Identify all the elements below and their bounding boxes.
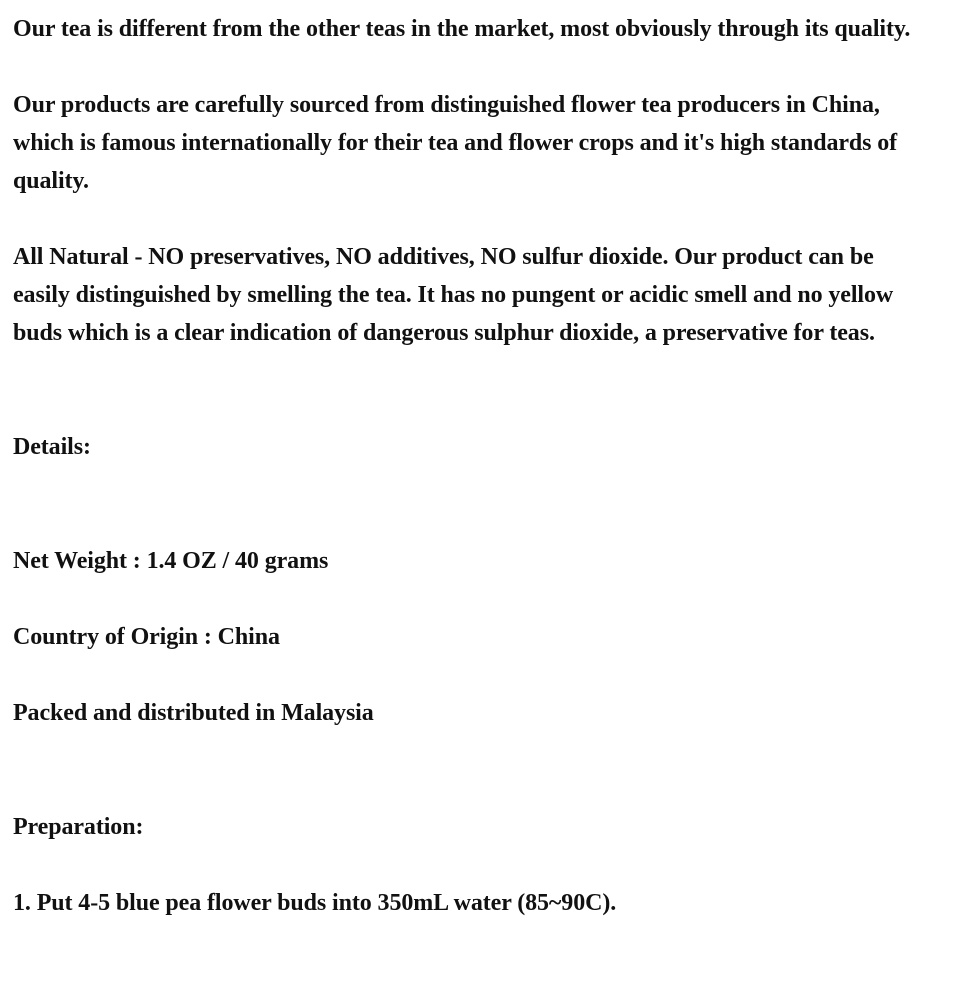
spacer — [13, 352, 913, 428]
spacer — [13, 200, 913, 238]
product-description — [13, 10, 913, 922]
country-of-origin: Country of Origin : China — [13, 624, 280, 650]
spacer — [13, 466, 913, 542]
natural-paragraph: All Natural - NO preservatives, NO additives, NO sulfur dioxide. Our product can be easily distinguished by smelling the tea. It has no pungent or acidic smell and no yellow buds which is a clear indication of dangerous sulphur dioxide, a preservative for teas. — [13, 244, 894, 346]
spacer — [13, 48, 913, 86]
sourcing-paragraph: Our products are carefully sourced from distinguished flower tea producers in China, which is famous internationally for their tea and flower crops and it's high standards of quality. — [13, 92, 898, 194]
spacer — [13, 846, 913, 884]
spacer — [13, 656, 913, 694]
spacer — [13, 580, 913, 618]
net-weight: Net Weight : 1.4 OZ / 40 grams — [13, 548, 329, 574]
preparation-step: 1. Put 4-5 blue pea flower buds into 350mL water (85~90C). — [13, 890, 617, 916]
spacer — [13, 732, 913, 808]
details-heading: Details: — [13, 434, 91, 460]
preparation-heading: Preparation: — [13, 814, 144, 840]
packed-distributed: Packed and distributed in Malaysia — [13, 700, 374, 726]
intro-paragraph: Our tea is different from the other teas in the market, most obviously through its quality. — [13, 16, 911, 42]
